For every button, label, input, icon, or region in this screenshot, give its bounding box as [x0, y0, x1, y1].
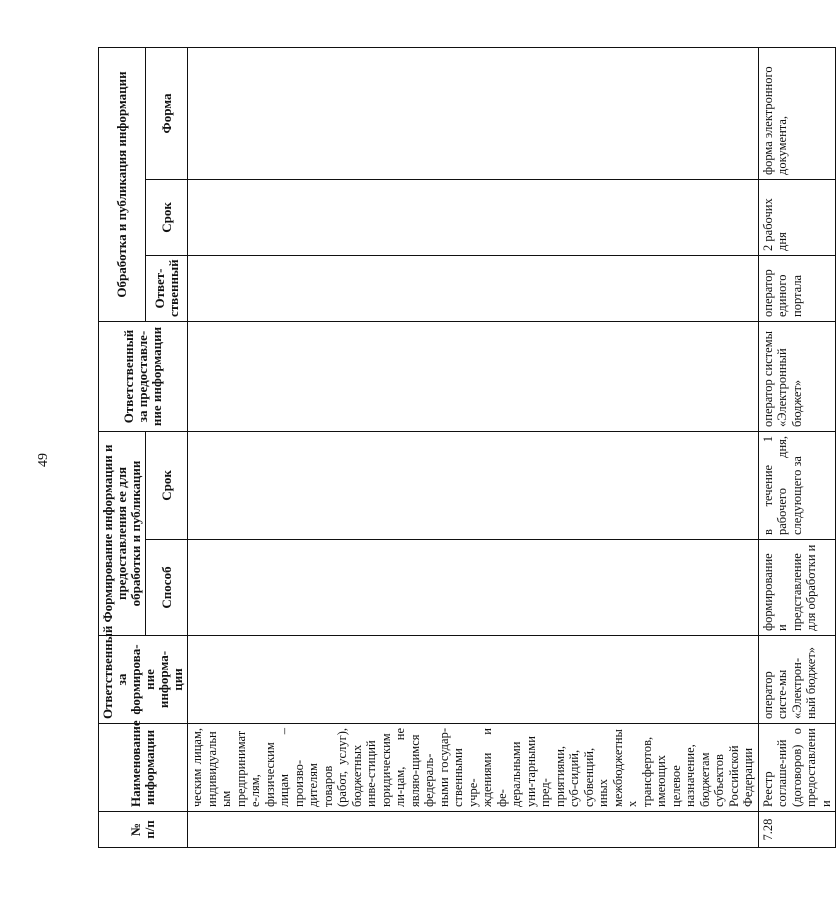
cell-form: форма электронного документа,	[758, 47, 836, 179]
cell-responsible: оператор единого портала	[758, 255, 836, 321]
cell-method: формирование и представление для обработки и	[758, 540, 836, 636]
information-table	[98, 47, 836, 848]
cell-name: ческим лицам, индивидуальным предпринимате-лям, физическим лицам – произво-дителям товаров (работ, услуг), бюджетных инве-стиций юридическим ли-цам, не являю-щимся федераль-ными государ-ственными учре-ждениями и фе-деральными уни-тарными пред-приятиями, суб-сидий, субвенций, иных межбюджетных трансфертов, имеющих целевое назначение, бюджетам субъектов Российской Федерации	[188, 724, 759, 812]
header-proc-term: Срок	[146, 179, 188, 255]
header-term: Срок	[146, 431, 188, 539]
header-num: № п/п	[99, 812, 188, 848]
header-responsible: Ответ-ственный	[146, 255, 188, 321]
cell-proc-term	[188, 179, 759, 255]
header-name: Наименование информации	[99, 724, 188, 812]
cell-resp-form	[188, 636, 759, 724]
header-method: Способ	[146, 540, 188, 636]
page-number: 49	[36, 453, 51, 467]
cell-term: в течение 1 рабочего дня, следующего за	[758, 431, 836, 539]
header-processing-group: Обработка и публикация информации	[99, 47, 146, 321]
header-formation-group: Формирование информации и предоставления ее для обработки и публикации	[99, 431, 146, 635]
header-resp-form: Ответственный за формирова-ние информа-ции	[99, 636, 188, 724]
cell-resp-provide	[188, 321, 759, 431]
header-form: Форма	[146, 47, 188, 179]
cell-responsible	[188, 255, 759, 321]
table-row	[188, 47, 759, 847]
cell-term	[188, 431, 759, 539]
rotated-table-area	[98, 48, 833, 848]
cell-resp-provide: оператор системы «Электронный бюджет»	[758, 321, 836, 431]
cell-name: Реестр соглаше-ний (договоров) о предоставлении	[758, 724, 836, 812]
table-row	[758, 47, 836, 847]
header-resp-provide: Ответственный за предоставле-ние информации	[99, 321, 188, 431]
cell-num: 7.28	[758, 812, 836, 848]
cell-form	[188, 47, 759, 179]
rotated-page	[98, 48, 833, 848]
cell-method	[188, 540, 759, 636]
cell-proc-term: 2 рабочих дня	[758, 179, 836, 255]
cell-num	[188, 812, 759, 848]
cell-resp-form: оператор систе-мы «Электрон-ный бюджет»	[758, 636, 836, 724]
